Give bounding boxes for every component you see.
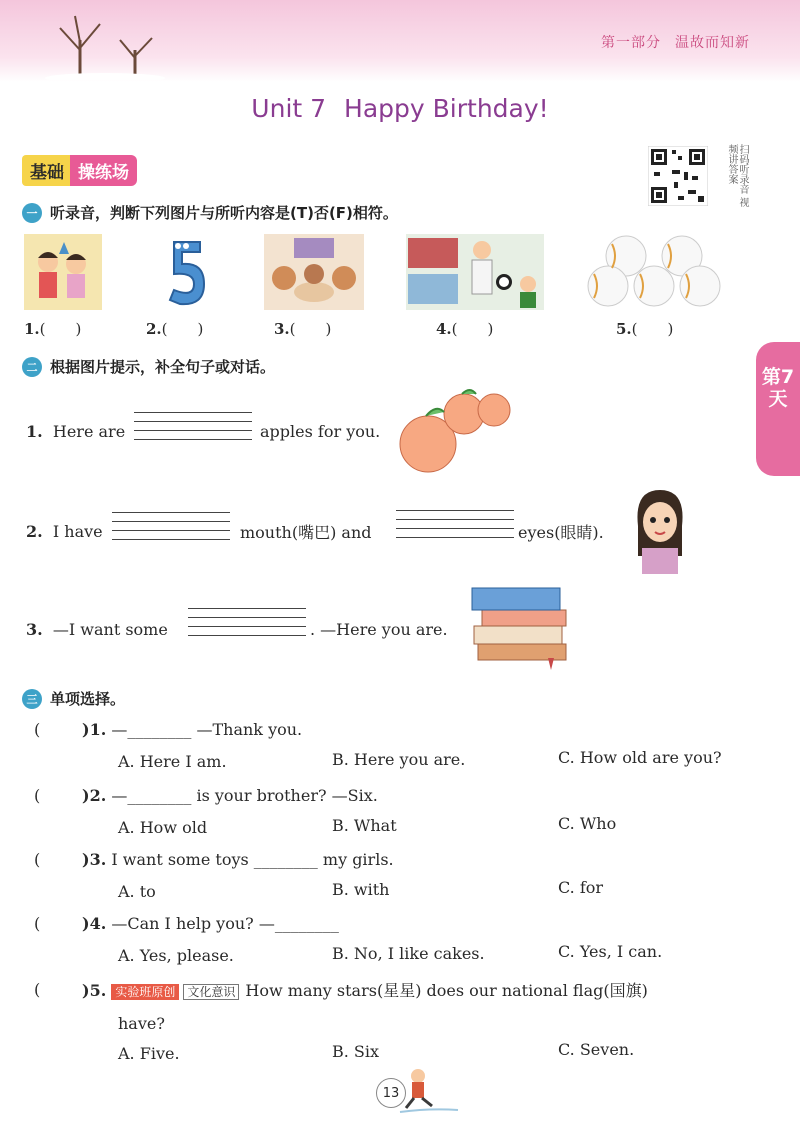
mc-option-a[interactable]: A. Yes, please. — [118, 946, 234, 965]
mc-question-1: )1. —________ —Thank you. — [82, 720, 303, 739]
mc-question-5: )5. 实验班原创 文化意识 How many stars(星星) does our national flag(国旗) — [82, 981, 648, 1000]
mc-option-a[interactable]: A. to — [118, 882, 156, 901]
mc-question-4: )4. —Can I help you? —________ — [82, 914, 339, 933]
page-number: 13 — [376, 1078, 406, 1108]
day-side-tab: 第7天 — [756, 342, 800, 476]
section-1-heading — [22, 202, 398, 223]
mc-paren[interactable]: ( — [34, 720, 41, 739]
books-picture — [468, 580, 574, 672]
listen-item-1: 1.( ) — [24, 320, 82, 338]
unit-label: Unit 7 — [251, 94, 327, 123]
mc-option-b[interactable]: B. with — [332, 880, 390, 899]
mc-paren[interactable]: ( — [34, 914, 41, 933]
original-tag: 实验班原创 — [111, 984, 179, 1000]
unit-name: Happy Birthday! — [344, 94, 549, 123]
listen-item-5: 5.( ) — [616, 320, 674, 338]
section-instruction: 听录音，判断下列图片与所听内容是(T)否(F)相符。 — [50, 204, 398, 222]
section-number-icon: 三 — [22, 689, 42, 709]
mc-option-c[interactable]: C. Yes, I can. — [558, 942, 663, 961]
mc-option-b[interactable]: B. No, I like cakes. — [332, 944, 485, 963]
answer-blank[interactable]: ( ) — [161, 320, 204, 338]
mc-question-5-cont: have? — [118, 1014, 165, 1033]
answer-blank[interactable]: ( ) — [39, 320, 82, 338]
mc-option-b[interactable]: B. Here you are. — [332, 750, 466, 769]
mc-option-a[interactable]: A. Five. — [118, 1044, 180, 1063]
mc-paren[interactable]: ( — [34, 786, 41, 805]
mc-option-b[interactable]: B. Six — [332, 1042, 380, 1061]
listen-item-2: 2.( ) — [146, 320, 204, 338]
section-instruction: 单项选择。 — [50, 690, 126, 708]
number-five-picture — [160, 234, 212, 310]
mc-question-3: )3. I want some toys ________ my girls. — [82, 850, 394, 869]
mc-option-c[interactable]: C. Who — [558, 814, 617, 833]
answer-lines[interactable] — [188, 608, 306, 644]
page-title — [0, 94, 800, 123]
section-2-heading — [22, 356, 275, 377]
mc-paren[interactable]: ( — [34, 980, 41, 999]
fill-item-2: 2. I have — [26, 522, 103, 541]
section-number-icon: 二 — [22, 357, 42, 377]
toy-shop-picture — [406, 234, 544, 310]
badge-right: 操练场 — [70, 155, 137, 186]
fill-item-1-tail: apples for you. — [260, 422, 381, 441]
animal-party-picture — [264, 234, 364, 310]
qr-caption: 扫码听录音 视频讲答案 — [726, 144, 748, 208]
mc-paren[interactable]: ( — [34, 850, 41, 869]
fill-item-2-mid: mouth(嘴巴) and — [240, 523, 372, 542]
fill-item-3: 3. —I want some — [26, 620, 168, 639]
section-label: 温故而知新 — [675, 35, 750, 51]
birthday-kids-picture — [24, 234, 102, 310]
section-instruction: 根据图片提示，补全句子或对话。 — [50, 358, 276, 376]
listen-item-4: 4.( ) — [436, 320, 494, 338]
listen-item-3: 3.( ) — [274, 320, 332, 338]
answer-blank[interactable]: ( ) — [631, 320, 674, 338]
mc-option-c[interactable]: C. How old are you? — [558, 748, 722, 767]
girl-picture — [630, 486, 690, 574]
header-label — [587, 32, 750, 52]
culture-tag: 文化意识 — [183, 984, 239, 1000]
section-number-icon: 一 — [22, 203, 42, 223]
answer-lines[interactable] — [396, 510, 514, 546]
page-header — [0, 0, 800, 82]
fill-item-1: 1. Here are — [26, 422, 126, 441]
mc-option-a[interactable]: A. Here I am. — [118, 752, 227, 771]
answer-blank[interactable]: ( ) — [451, 320, 494, 338]
mc-option-c[interactable]: C. Seven. — [558, 1040, 635, 1059]
oranges-picture — [396, 386, 516, 474]
mc-option-a[interactable]: A. How old — [118, 818, 208, 837]
mc-question-2: )2. —________ is your brother? —Six. — [82, 786, 378, 805]
mc-option-c[interactable]: C. for — [558, 878, 604, 897]
answer-lines[interactable] — [134, 412, 252, 448]
section-badge — [22, 156, 137, 184]
baseballs-picture — [586, 234, 724, 310]
fill-item-3-tail: . —Here you are. — [310, 620, 448, 639]
fill-item-2-tail: eyes(眼睛). — [518, 523, 604, 542]
qr-code-icon[interactable] — [648, 146, 708, 206]
section-3-heading — [22, 688, 125, 709]
answer-lines[interactable] — [112, 512, 230, 548]
answer-blank[interactable]: ( ) — [289, 320, 332, 338]
winter-tree-illustration — [40, 10, 170, 80]
part-label: 第一部分 — [601, 35, 661, 51]
badge-left: 基础 — [22, 155, 70, 186]
mc-option-b[interactable]: B. What — [332, 816, 397, 835]
